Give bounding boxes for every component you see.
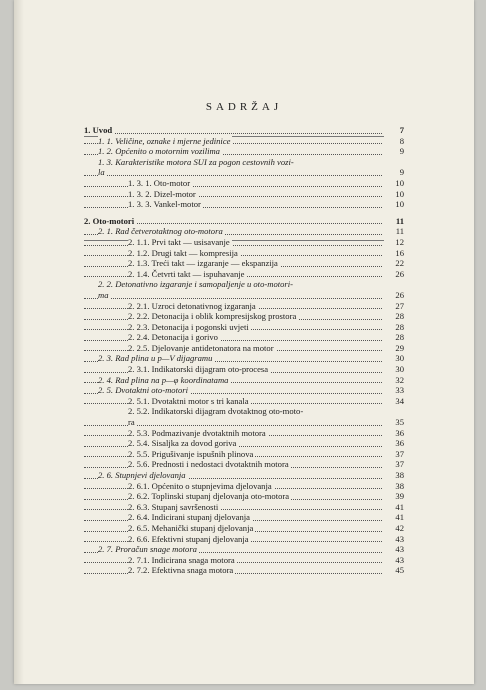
toc-page-number: 16 <box>384 248 404 259</box>
toc-page-number: 41 <box>384 502 404 513</box>
toc-page-number: 7 <box>384 125 404 136</box>
toc-entry-label: 2. 6.3. Stupanj savršenosti <box>128 501 219 512</box>
book-page <box>14 0 474 684</box>
toc-page-number: 36 <box>384 428 404 439</box>
toc-entry-sub <box>84 343 404 354</box>
toc-page-number: 42 <box>384 523 404 534</box>
toc-entry-label: 2. 5.3. Podmazivanje dvotaktnih motora <box>128 427 266 438</box>
toc-entry-label: 1. 1. Veličine, oznake i mjerne jedinice <box>98 135 231 146</box>
toc-entry-sub <box>84 311 404 322</box>
toc-entry-sub <box>84 364 404 375</box>
toc-entry-label: 2. 2. Detonativno izgaranje i samopaljenje u oto-motori- <box>98 279 294 290</box>
toc-entry-label: 2. 7. Proračun snage motora <box>98 544 197 555</box>
toc-entry-section <box>84 157 404 168</box>
toc-entry-label: 1. 2. Općenito o motornim vozilima <box>98 146 220 157</box>
toc-entry-sub <box>84 417 404 428</box>
toc-entry-label: 2. 2.4. Detonacija i gorivo <box>128 332 218 343</box>
toc-entry-label: 2. 5.6. Prednosti i nedostaci dvotaktnih motora <box>128 459 289 470</box>
toc-page-number: 10 <box>384 189 404 200</box>
toc-entry-sub <box>84 269 404 280</box>
toc-page-number: 33 <box>384 385 404 396</box>
leader-dots <box>84 175 382 176</box>
toc-entry-section <box>84 226 404 237</box>
toc-page-number: 9 <box>384 167 404 178</box>
toc-entry-label: 2. 1. Rad četverotaktnog oto-motora <box>98 226 223 237</box>
toc-page-number: 38 <box>384 481 404 492</box>
toc-entry-sub <box>84 322 404 333</box>
toc-entry-sub <box>84 481 404 492</box>
toc-entry-sub <box>84 491 404 502</box>
toc-entry-label: la <box>98 167 105 178</box>
toc-entry-label: 1. 3. 3. Vankel-motor <box>128 199 201 210</box>
toc-page-number: 27 <box>384 301 404 312</box>
toc-entry-section <box>84 279 404 290</box>
toc-entry-section <box>84 375 404 386</box>
toc-entry-label: 2. 5.1. Dvotaktni motor s tri kanala <box>128 395 249 406</box>
toc-page-number: 34 <box>384 396 404 407</box>
toc-page-number: 30 <box>384 364 404 375</box>
toc-page-number: 45 <box>384 565 404 576</box>
toc-page-number: 38 <box>384 470 404 481</box>
toc-entry-label: 2. 6.5. Mehanički stupanj djelovanja <box>128 522 254 533</box>
toc-page-number: 26 <box>384 290 404 301</box>
toc-entry-label: ra <box>128 417 135 428</box>
toc-page-number: 37 <box>384 459 404 470</box>
toc-entry-label: 1. Uvod <box>84 125 113 135</box>
toc-entry-sub <box>84 199 404 210</box>
toc-page-number: 10 <box>384 199 404 210</box>
toc-entry-label: 1. 3. 1. Oto-motor <box>128 177 191 188</box>
toc-entry-section <box>84 167 404 178</box>
page-title: SADRŽAJ <box>205 101 283 113</box>
toc-entry-label: 2. 6.2. Toplinski stupanj djelovanja oto-motora <box>128 491 290 502</box>
toc-entry-label: 1. 3. Karakteristike motora SUI za pogon cestovnih vozi- <box>98 156 294 167</box>
toc-page-number: 28 <box>384 332 404 343</box>
toc-entry-label: 2. 3. Rad plina u p—V dijagramu <box>98 353 213 364</box>
toc-page-number: 8 <box>384 136 404 147</box>
toc-entry-sub <box>84 523 404 534</box>
toc-entry-chapter <box>84 216 404 227</box>
toc-entry-label: 2. Oto-motori <box>84 215 135 226</box>
toc-entry-label: 2. 6.4. Indicirani stupanj djelovanja <box>128 512 250 523</box>
toc-page-number: 32 <box>384 375 404 386</box>
toc-page-number: 11 <box>384 226 404 237</box>
toc-page-number: 28 <box>384 311 404 322</box>
toc-entry-label: 2. 5.5. Prigušivanje ispušnih plinova <box>128 448 254 459</box>
toc-entry-sub <box>84 459 404 470</box>
toc-entry-label: 2. 5.2. Indikatorski dijagram dvotaktnog oto-moto- <box>128 406 304 417</box>
toc-entry-section <box>84 544 404 555</box>
toc-entry-label: 2. 2.3. Detonacija i pogonski uvjeti <box>128 321 249 332</box>
toc-page-number: 12 <box>384 237 404 248</box>
toc-page-number: 37 <box>384 449 404 460</box>
toc-entry-sub <box>84 565 404 576</box>
toc-entry-sub <box>84 555 404 566</box>
toc-entry-section <box>84 290 404 301</box>
toc-entry-section <box>84 146 404 157</box>
toc-entry-label: 2. 4. Rad plina na p—φ koordinatama <box>98 374 229 385</box>
toc-page-number: 35 <box>384 417 404 428</box>
toc-page-number: 9 <box>384 146 404 157</box>
toc-page-number: 10 <box>384 178 404 189</box>
toc-entry-label: ma <box>98 289 109 300</box>
toc-entry-sub <box>84 189 404 200</box>
toc-page-number: 43 <box>384 544 404 555</box>
toc-entry-label: 2. 1.1. Prvi takt — usisavanje <box>128 236 230 247</box>
toc-entry-label: 2. 6.1. Općenito o stupnjevima djelovanja <box>128 480 272 491</box>
toc-entry-sub <box>84 449 404 460</box>
toc-entry-sub <box>84 178 404 189</box>
toc-page-number: 29 <box>384 343 404 354</box>
toc-entry-sub <box>84 332 404 343</box>
toc-entry-sub <box>84 301 404 312</box>
toc-entry-label: 1. 3. 2. Dizel-motor <box>128 188 196 199</box>
toc-page-number: 22 <box>384 258 404 269</box>
toc-entry-label: 2. 5. Dvotaktni oto-motori <box>98 385 188 396</box>
toc-entry-sub <box>84 502 404 513</box>
toc-entry-sub <box>84 258 404 269</box>
toc-page-number: 39 <box>384 491 404 502</box>
toc-entry-label: 2. 6.6. Efektivni stupanj djelovanja <box>128 533 249 544</box>
toc-entry-label: 2. 6. Stupnjevi djelovanja <box>98 470 186 480</box>
toc-entry-sub <box>84 248 404 259</box>
toc-page-number: 28 <box>384 322 404 333</box>
table-of-contents <box>84 125 404 576</box>
toc-entry-section <box>84 470 404 481</box>
toc-entry-label: 2. 7.2. Efektivna snaga motora <box>128 565 234 576</box>
toc-entry-sub <box>84 512 404 523</box>
toc-entry-label: 2. 5.4. Sisaljka za dovod goriva <box>128 438 237 449</box>
toc-entry-sub <box>84 396 404 407</box>
toc-entry-section <box>84 136 404 147</box>
toc-page-number: 36 <box>384 438 404 449</box>
toc-entry-label: 2. 1.2. Drugi takt — kompresija <box>128 247 238 258</box>
toc-page-number: 30 <box>384 353 404 364</box>
toc-entry-sub <box>84 428 404 439</box>
leader-dots <box>84 298 382 299</box>
toc-page-number: 11 <box>384 216 404 227</box>
toc-page-number: 43 <box>384 555 404 566</box>
toc-entry-section <box>84 385 404 396</box>
toc-entry-sub <box>84 438 404 449</box>
toc-entry-sub <box>84 406 404 417</box>
toc-entry-label: 2. 2.5. Djelovanje antidetonatora na motor <box>128 342 274 353</box>
toc-entry-label: 2. 2.1. Uzroci detonativnog izgaranja <box>128 300 256 311</box>
leader-dots <box>84 133 382 134</box>
toc-page-number: 43 <box>384 534 404 545</box>
toc-entry-section <box>84 353 404 364</box>
toc-page-number: 26 <box>384 269 404 280</box>
toc-entry-label: 2. 1.3. Treći takt — izgaranje — ekspanzija <box>128 258 278 269</box>
toc-entry-label: 2. 2.2. Detonacija i oblik kompresijskog prostora <box>128 311 297 322</box>
toc-entry-sub <box>84 534 404 545</box>
toc-entry-label: 2. 3.1. Indikatorski dijagram oto-procesa <box>128 364 269 375</box>
toc-page-number: 41 <box>384 512 404 523</box>
toc-entry-label: 2. 1.4. Četvrti takt — ispuhavanje <box>128 268 245 279</box>
toc-entry-chapter <box>84 125 404 136</box>
toc-entry-sub <box>84 237 404 248</box>
toc-entry-label: 2. 7.1. Indicirana snaga motora <box>128 554 235 565</box>
